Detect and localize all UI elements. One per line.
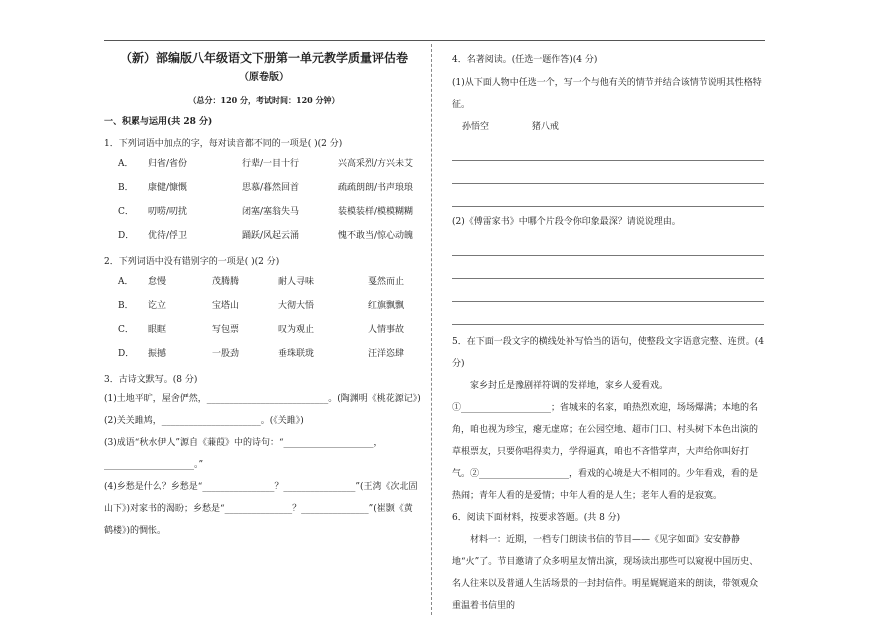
option-row: B． 讫立 宝塔山 大彻大悟 红旗飘飘 (118, 301, 405, 311)
q3-line-4b: 山下》)对家书的渴盼；乡愁是“_______________？_______________”(崔颢《黄 (104, 504, 413, 514)
answer-line[interactable] (452, 161, 764, 184)
top-rule (104, 40, 765, 41)
answer-line[interactable] (452, 256, 764, 279)
question-5: 5．在下面一段文字的横线处补写恰当的语句，使整段文字语意完整、连贯。(4 分) (452, 337, 764, 369)
question-4: 4．名著阅读。(任选一题作答)(4 分) (452, 55, 598, 65)
left-column (104, 48, 424, 542)
name-option: 孙悟空 (462, 122, 490, 132)
column-divider (431, 44, 432, 615)
option-row: B． 康健/慷慨 思慕/暮然回首 疏疏朗朗/书声琅琅 (118, 183, 414, 193)
section-heading: 一、积累与运用(共 28 分) (104, 117, 213, 127)
q3-line-4c: 鹤楼》)的惆怅。 (104, 526, 167, 536)
exam-meta: （总分：120 分，考试时间：120 分钟） (188, 95, 340, 105)
q4-names (452, 116, 764, 138)
question-1-options (104, 152, 424, 248)
question-6: 6．阅读下面材料，按要求答题。(共 8 分) (452, 513, 621, 523)
answer-line[interactable] (452, 184, 764, 207)
q3-line-3a: (3)成语“秋水伊人”源自《蒹葭》中的诗句：“____________________， (104, 438, 383, 448)
q4-part-1: (1)从下面人物中任选一个，写一个与他有关的情节并结合该情节说明其性格特征。 (452, 78, 762, 110)
option-row: C． 眼眶 写包票 叹为观止 人情事故 (118, 325, 405, 335)
q5-passage: 家乡封丘是豫剧祥符调的发祥地，家乡人爱看戏。①____________________；省城来的名家，咱热烈欢迎，场场爆满；本地的名角，咱也视为珍宝，瘪无虚席；在公园空地、超市门口、村头树下本色出演的草根票友，只要你唱得卖力，学得逼真，咱也不吝惜掌声，大声给你叫好打气。②____________________，看戏的心境是大不相同的。少年看戏，看的是热闹；青年人看的是爱情；中年人看的是人生；老年人看的是寂寞。 (452, 381, 759, 501)
right-column (452, 48, 764, 617)
q4-part-2: (2)《傅雷家书》中哪个片段令你印象最深？请说说理由。 (452, 217, 681, 227)
question-3: 3．古诗文默写。(8 分) (104, 375, 198, 385)
q3-line-4a: (4)乡愁是什么？乡愁是“________________？________________”(王湾《次北固 (104, 482, 418, 492)
page-title: （新）部编版八年级语文下册第一单元教学质量评估卷 (119, 51, 408, 65)
option-row: D． 优待/俘卫 踊跃/风起云涌 愧不敢当/惊心动魄 (118, 231, 414, 241)
name-option: 猪八戒 (531, 122, 559, 132)
q3-line-3b: ____________________。” (104, 460, 204, 470)
answer-line[interactable] (452, 302, 764, 325)
answer-line[interactable] (452, 138, 764, 161)
option-row: A． 怠慢 茂腾腾 耐人寻味 戛然而止 (118, 277, 405, 287)
question-2-options (104, 270, 424, 366)
answer-line[interactable] (452, 279, 764, 302)
option-row: C． 叨唠/叨扰 闭塞/塞翁失马 装模装样/模模糊糊 (118, 207, 414, 217)
answer-line[interactable] (452, 233, 764, 256)
question-1: 1．下列词语中加点的字，每对读音都不同的一项是( )(2 分) (104, 139, 343, 149)
option-row: D． 振撼 一股劲 垂珠联珑 汪洋恣肆 (118, 349, 405, 359)
page-subtitle: （原卷版） (239, 72, 289, 83)
q6-passage: 材料一：近期，一档专门朗读书信的节目——《见字如面》安安静静地“火”了。节目邀请了众多明星友情出演，现场读出那些可以窥视中国历史、名人往来以及普通人生活场景的一封封信件。明星娓娓道来的朗读，带领观众重温着书信里的 (452, 535, 759, 611)
q3-line-2: (2)关关雎鸠，______________________。(《关雎》) (104, 416, 304, 426)
q3-line-1: (1)土地平旷，屋舍俨然，___________________________。(陶渊明《桃花源记》) (104, 394, 421, 404)
question-2: 2．下列词语中没有错别字的一项是( )(2 分) (104, 257, 280, 267)
option-row: A． 归省/省份 行辈/一目十行 兴高采烈/方兴未艾 (118, 159, 414, 169)
